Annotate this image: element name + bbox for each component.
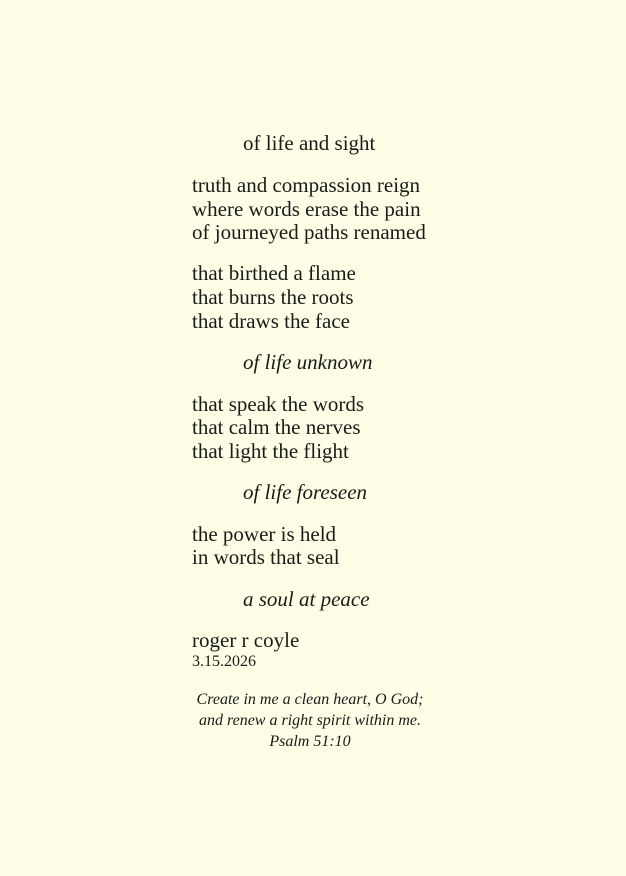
author-name: roger r coyle bbox=[192, 628, 300, 652]
scripture-reference: Psalm 51:10 bbox=[269, 733, 351, 750]
stanza-2-line-3: that draws the face bbox=[192, 309, 351, 333]
stanza-4-line-1: the power is held bbox=[192, 522, 337, 546]
refrain-line-3: of life foreseen bbox=[243, 480, 368, 504]
stanza-2-line-1: that birthed a flame bbox=[192, 261, 356, 285]
stanza-3-line-3: that light the flight bbox=[192, 439, 349, 463]
stanza-2-line-2: that burns the roots bbox=[192, 285, 354, 309]
refrain-line-4: a soul at peace bbox=[243, 587, 370, 611]
refrain-line-1: of life and sight bbox=[243, 131, 376, 155]
stanza-1-line-3: of journeyed paths renamed bbox=[192, 220, 426, 244]
scripture-line-2: and renew a right spirit within me. bbox=[198, 712, 422, 729]
stanza-1-line-1: truth and compassion reign bbox=[192, 173, 421, 197]
scripture-quote bbox=[160, 689, 460, 752]
scripture-line-1: Create in me a clean heart, O God; bbox=[196, 691, 424, 708]
refrain-line-2: of life unknown bbox=[243, 350, 373, 374]
stanza-1-line-2: where words erase the pain bbox=[192, 197, 421, 221]
poem-date: 3.15.2026 bbox=[192, 653, 256, 670]
stanza-3-line-2: that calm the nerves bbox=[192, 415, 361, 439]
stanza-4-line-2: in words that seal bbox=[192, 545, 340, 569]
stanza-3-line-1: that speak the words bbox=[192, 392, 365, 416]
